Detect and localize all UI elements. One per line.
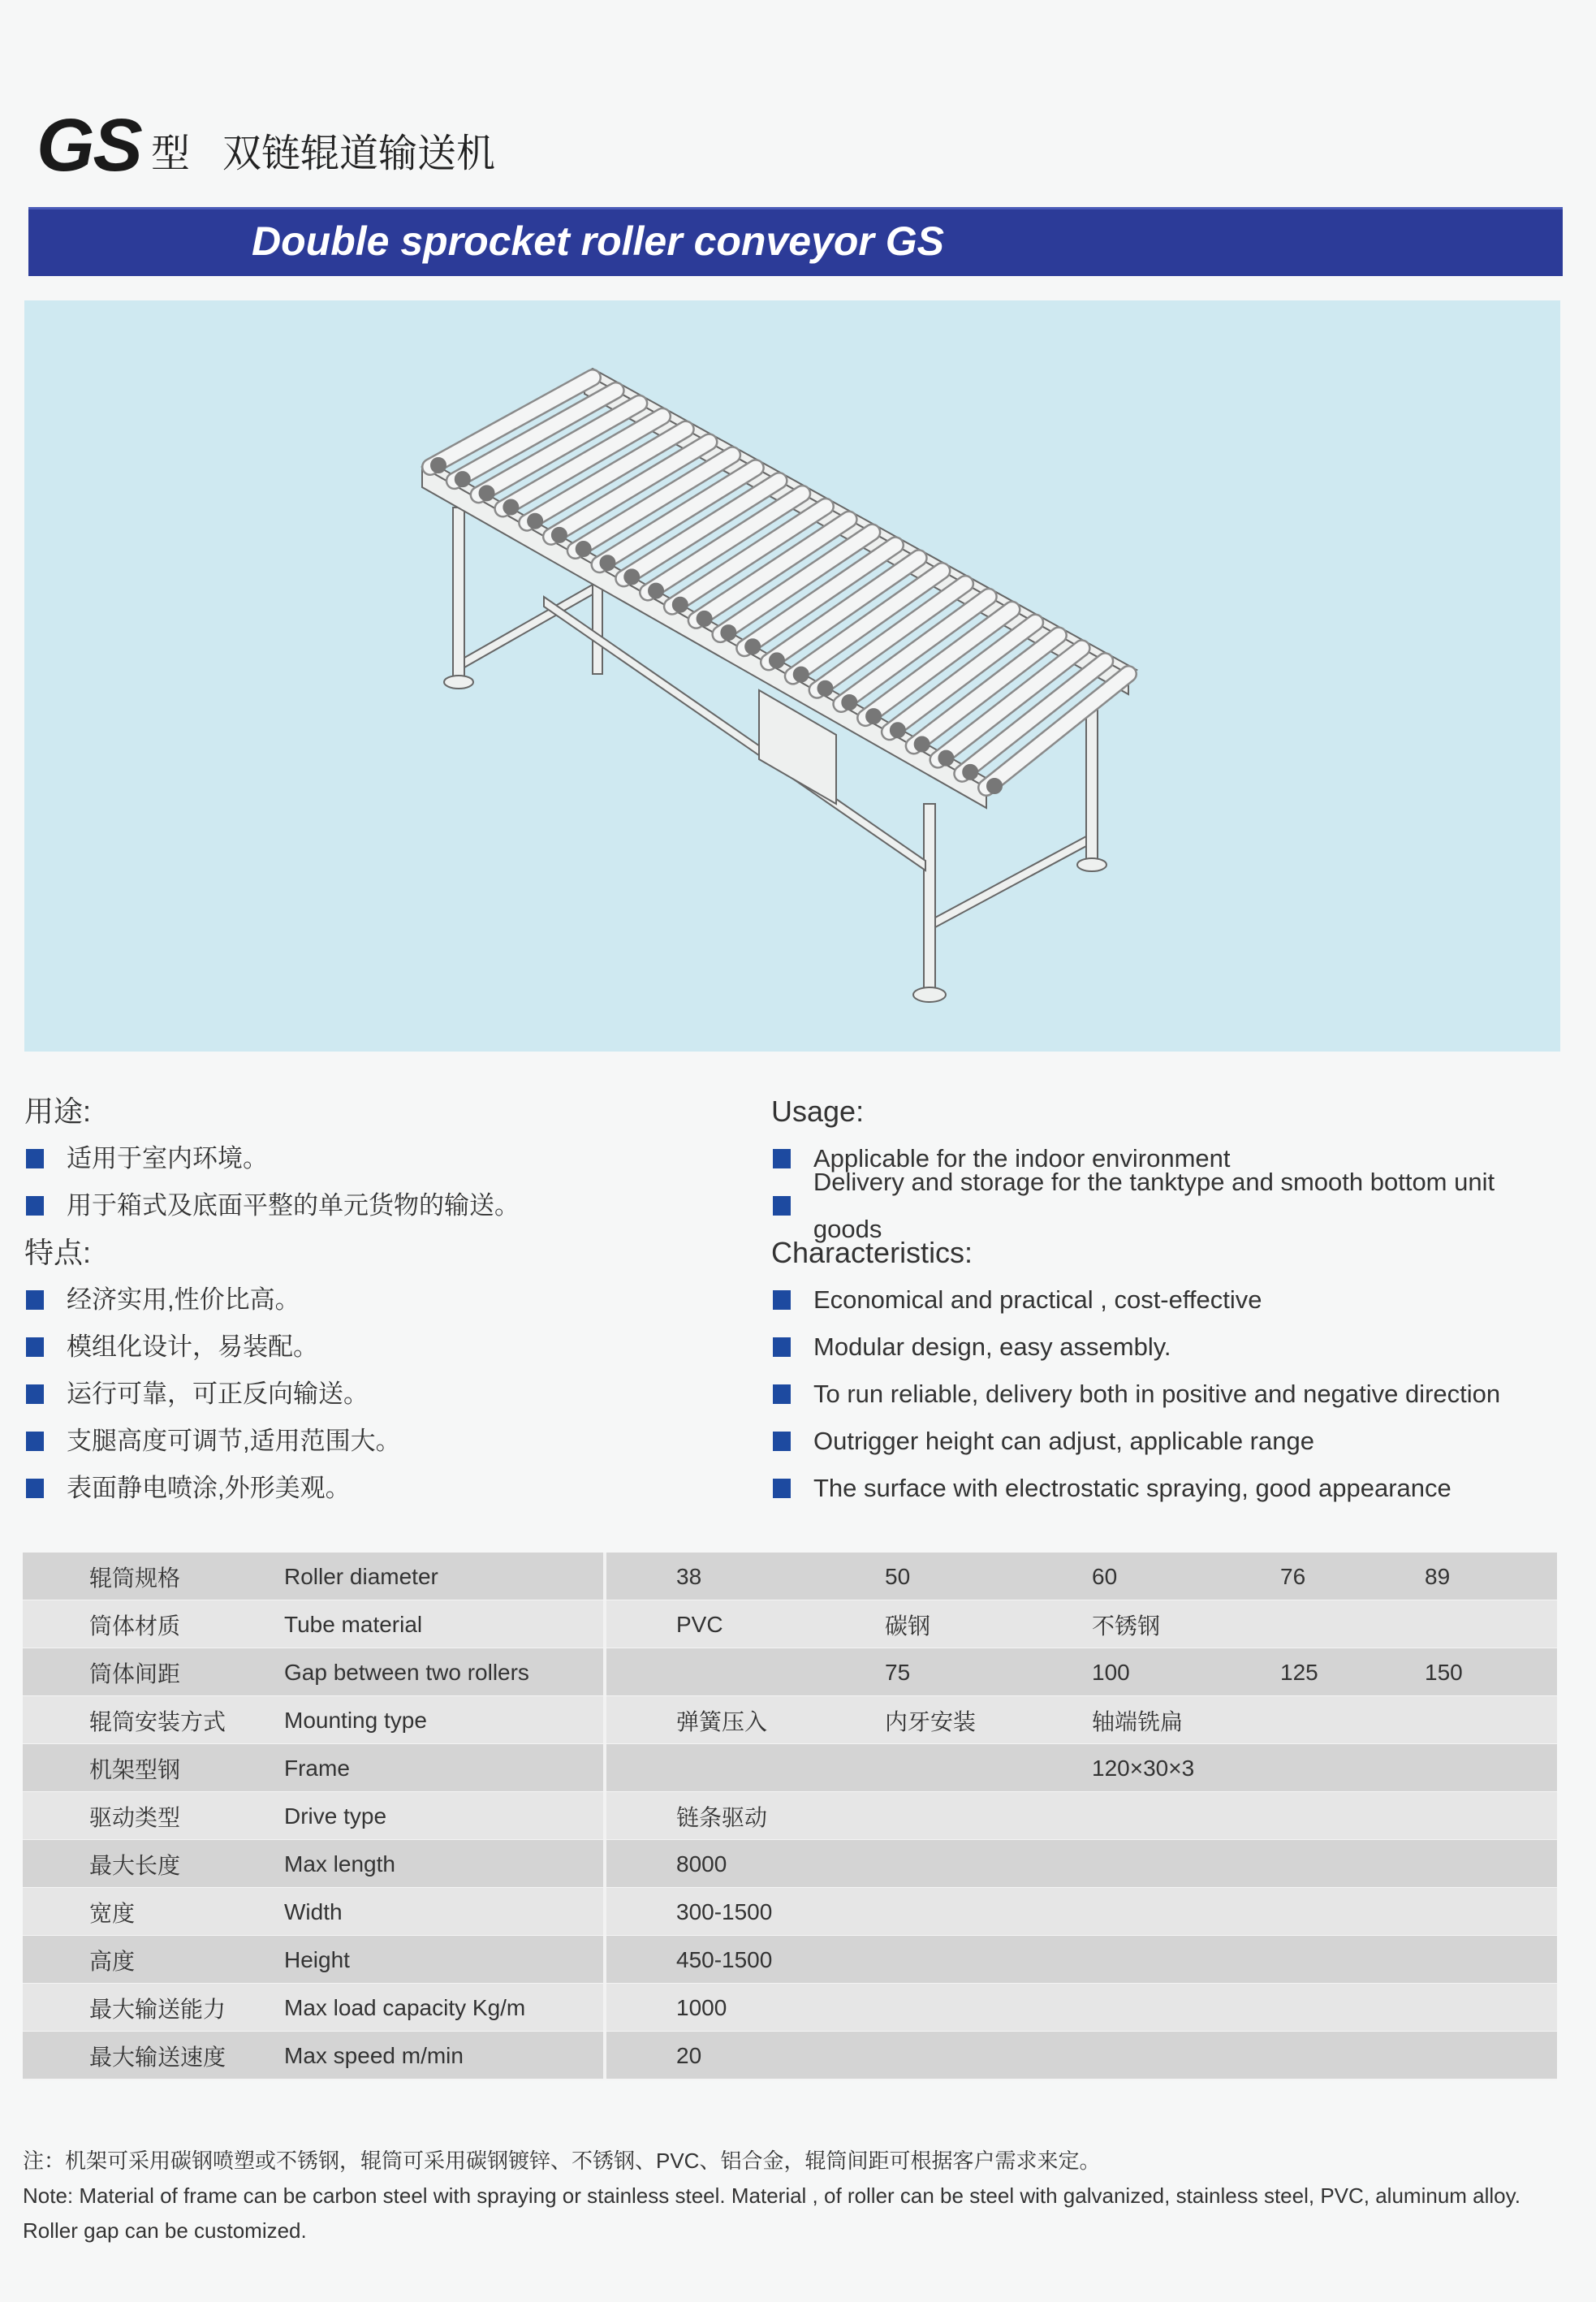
param-en: Max load capacity Kg/m bbox=[284, 1994, 526, 2020]
list-item bbox=[771, 1276, 1567, 1324]
product-illustration bbox=[24, 300, 1560, 1052]
list-item bbox=[771, 1418, 1567, 1465]
sprocket bbox=[842, 695, 856, 710]
bullet-icon bbox=[773, 1432, 791, 1451]
param-zh: 最大输送能力 bbox=[89, 1996, 226, 2022]
sprocket bbox=[455, 472, 470, 486]
list-item bbox=[24, 1324, 739, 1371]
table-cell: 125 bbox=[1280, 1659, 1318, 1685]
list-item-text: Delivery and storage for the tanktype and smooth bottom unit goods bbox=[813, 1168, 1495, 1243]
table-row bbox=[23, 1984, 1557, 2032]
param-en: Mounting type bbox=[284, 1707, 427, 1733]
list-item bbox=[24, 1182, 739, 1229]
param-en: Max length bbox=[284, 1851, 395, 1877]
param-zh: 辊筒规格 bbox=[89, 1565, 181, 1591]
param-zh: 筒体间距 bbox=[89, 1661, 181, 1687]
sprocket bbox=[697, 611, 712, 626]
table-cell: 50 bbox=[885, 1563, 911, 1589]
bullet-icon bbox=[773, 1290, 791, 1310]
model-code: GS bbox=[37, 104, 141, 187]
sprocket bbox=[624, 569, 639, 584]
table-cell: 60 bbox=[1092, 1563, 1118, 1589]
table-cell: 75 bbox=[885, 1659, 911, 1685]
column-divider bbox=[603, 1553, 606, 1600]
list-item-text: To run reliable, delivery both in positive and negative direction bbox=[813, 1380, 1501, 1408]
sprocket bbox=[503, 500, 518, 515]
list-item-text: The surface with electrostatic spraying, good appearance bbox=[813, 1474, 1451, 1502]
list-item-text: Economical and practical , cost-effective bbox=[813, 1285, 1262, 1314]
param-zh: 辊筒安装方式 bbox=[89, 1708, 226, 1734]
param-en: Drive type bbox=[284, 1803, 387, 1829]
bullet-icon bbox=[26, 1337, 44, 1357]
sprocket bbox=[745, 639, 760, 654]
spec-table bbox=[23, 1553, 1557, 2080]
sprocket bbox=[552, 528, 567, 542]
column-divider bbox=[603, 1840, 606, 1888]
features-en-column bbox=[771, 1088, 1567, 1512]
list-item bbox=[771, 1465, 1567, 1512]
column-divider bbox=[603, 1696, 606, 1744]
table-cell: 链条驱动 bbox=[676, 1804, 768, 1830]
list-item bbox=[771, 1324, 1567, 1371]
column-divider bbox=[603, 1792, 606, 1840]
bullet-icon bbox=[26, 1384, 44, 1404]
param-en: Width bbox=[284, 1898, 343, 1924]
param-en: Frame bbox=[284, 1755, 350, 1781]
table-cell: 100 bbox=[1092, 1659, 1130, 1685]
table-cell: 20 bbox=[676, 2042, 702, 2068]
table-row bbox=[23, 1744, 1557, 1792]
table-cell: 内牙安装 bbox=[885, 1708, 977, 1734]
bullet-icon bbox=[773, 1479, 791, 1498]
table-row bbox=[23, 1888, 1557, 1936]
param-en: Max speed m/min bbox=[284, 2042, 464, 2068]
table-cell: 弹簧压入 bbox=[676, 1708, 768, 1734]
note-zh: 注：机架可采用碳钢喷塑或不锈钢，辊筒可采用碳钢镀锌、不锈钢、PVC、铝合金，辊筒间距可根据客户需求来定。 bbox=[23, 2149, 1101, 2173]
table-cell: 89 bbox=[1425, 1563, 1451, 1589]
characteristics-heading-zh: 特点: bbox=[24, 1236, 92, 1269]
banner-title: Double sprocket roller conveyor GS bbox=[252, 218, 945, 264]
list-item bbox=[24, 1276, 739, 1324]
sprocket bbox=[528, 514, 542, 529]
table-cell: 碳钢 bbox=[885, 1613, 931, 1639]
features-zh-column bbox=[24, 1088, 739, 1512]
sprocket bbox=[866, 709, 881, 723]
list-item-text: 适用于室内环境。 bbox=[67, 1144, 268, 1173]
column-divider bbox=[603, 1600, 606, 1648]
list-item bbox=[24, 1465, 739, 1512]
table-cell: 300-1500 bbox=[676, 1898, 773, 1924]
sprocket bbox=[770, 653, 784, 667]
table-cell: 不锈钢 bbox=[1092, 1613, 1161, 1639]
list-item bbox=[24, 1135, 739, 1182]
column-divider bbox=[603, 1936, 606, 1984]
sprocket bbox=[600, 555, 615, 570]
footnote bbox=[23, 2144, 1573, 2248]
table-cell: 1000 bbox=[676, 1994, 727, 2020]
bullet-icon bbox=[26, 1290, 44, 1310]
sprocket bbox=[938, 751, 953, 766]
bullet-icon bbox=[26, 1149, 44, 1168]
table-cell: 8000 bbox=[676, 1851, 727, 1877]
sprocket bbox=[673, 598, 688, 612]
bullet-icon bbox=[26, 1196, 44, 1216]
sprocket bbox=[818, 681, 833, 696]
param-zh: 高度 bbox=[89, 1948, 136, 1974]
list-item bbox=[771, 1371, 1567, 1418]
bullet-icon bbox=[26, 1479, 44, 1498]
table-row bbox=[23, 1696, 1557, 1744]
param-zh: 筒体材质 bbox=[89, 1613, 181, 1639]
table-cell: 450-1500 bbox=[676, 1946, 773, 1972]
list-item bbox=[771, 1168, 1567, 1243]
table-row bbox=[23, 1600, 1557, 1648]
bullet-icon bbox=[773, 1196, 791, 1216]
column-divider bbox=[603, 1888, 606, 1936]
column-divider bbox=[603, 1984, 606, 2032]
list-item-text: 用于箱式及底面平整的单元货物的输送。 bbox=[67, 1191, 520, 1220]
table-row bbox=[23, 2032, 1557, 2080]
param-en: Height bbox=[284, 1946, 350, 1972]
param-zh: 宽度 bbox=[89, 1900, 136, 1926]
bullet-icon bbox=[773, 1337, 791, 1357]
bullet-icon bbox=[773, 1149, 791, 1168]
sprocket bbox=[649, 584, 663, 598]
roller-conveyor-drawing bbox=[24, 300, 1560, 1052]
list-item bbox=[24, 1418, 739, 1465]
param-zh: 机架型钢 bbox=[89, 1756, 181, 1782]
column-divider bbox=[603, 2032, 606, 2080]
list-item-text: 模组化设计，易装配。 bbox=[67, 1332, 318, 1361]
sprocket bbox=[576, 542, 591, 556]
list-item-text: Outrigger height can adjust, applicable range bbox=[813, 1427, 1314, 1455]
param-zh: 最大输送速度 bbox=[89, 2044, 226, 2070]
list-item bbox=[24, 1371, 739, 1418]
sprocket bbox=[721, 625, 735, 640]
bullet-icon bbox=[26, 1432, 44, 1451]
list-item-text: Modular design, easy assembly. bbox=[813, 1332, 1171, 1361]
column-divider bbox=[603, 1648, 606, 1696]
sprocket bbox=[915, 736, 930, 751]
sprocket bbox=[963, 765, 977, 780]
table-row bbox=[23, 1936, 1557, 1984]
page-title bbox=[37, 101, 495, 187]
table-cell: 轴端铣扁 bbox=[1092, 1708, 1184, 1734]
sprocket bbox=[431, 458, 446, 473]
param-en: Roller diameter bbox=[284, 1563, 438, 1589]
table-cell: 76 bbox=[1280, 1563, 1306, 1589]
table-row bbox=[23, 1840, 1557, 1888]
table-cell: 150 bbox=[1425, 1659, 1463, 1685]
usage-heading-en: Usage: bbox=[771, 1095, 865, 1128]
list-item-text: 运行可靠，可正反向输送。 bbox=[67, 1380, 369, 1408]
table-cell: 120×30×3 bbox=[1092, 1755, 1195, 1781]
param-zh: 最大长度 bbox=[89, 1852, 181, 1878]
sprocket bbox=[987, 779, 1002, 793]
param-en: Tube material bbox=[284, 1611, 423, 1637]
list-item-text: 表面静电喷涂,外形美观。 bbox=[67, 1474, 351, 1502]
table-row bbox=[23, 1792, 1557, 1840]
table-row bbox=[23, 1553, 1557, 1600]
usage-heading-zh: 用途: bbox=[24, 1095, 92, 1128]
title-banner bbox=[28, 207, 1563, 276]
title-zh: 双链辊道输送机 bbox=[222, 132, 495, 175]
list-item-text: 支腿高度可调节,适用范围大。 bbox=[67, 1427, 401, 1455]
param-zh: 驱动类型 bbox=[89, 1804, 181, 1830]
note-en: Note: Material of frame can be carbon steel with spraying or stainless steel. Material , of roller can be steel with galvanized, stainless steel, PVC, aluminum alloy. Roller gap can be customized. bbox=[23, 2183, 1521, 2243]
characteristics-heading-en: Characteristics: bbox=[771, 1236, 973, 1269]
list-item-text: 经济实用,性价比高。 bbox=[67, 1285, 300, 1314]
list-item-text: Applicable for the indoor environment bbox=[813, 1144, 1231, 1173]
sprocket bbox=[891, 723, 905, 737]
column-divider bbox=[603, 1744, 606, 1792]
table-cell: PVC bbox=[676, 1611, 723, 1637]
bullet-icon bbox=[773, 1384, 791, 1404]
param-en: Gap between two rollers bbox=[284, 1659, 529, 1685]
table-cell: 38 bbox=[676, 1563, 702, 1589]
sprocket bbox=[480, 486, 494, 500]
model-type-char: 型 bbox=[150, 132, 190, 175]
sprocket bbox=[794, 667, 809, 682]
table-row bbox=[23, 1648, 1557, 1696]
